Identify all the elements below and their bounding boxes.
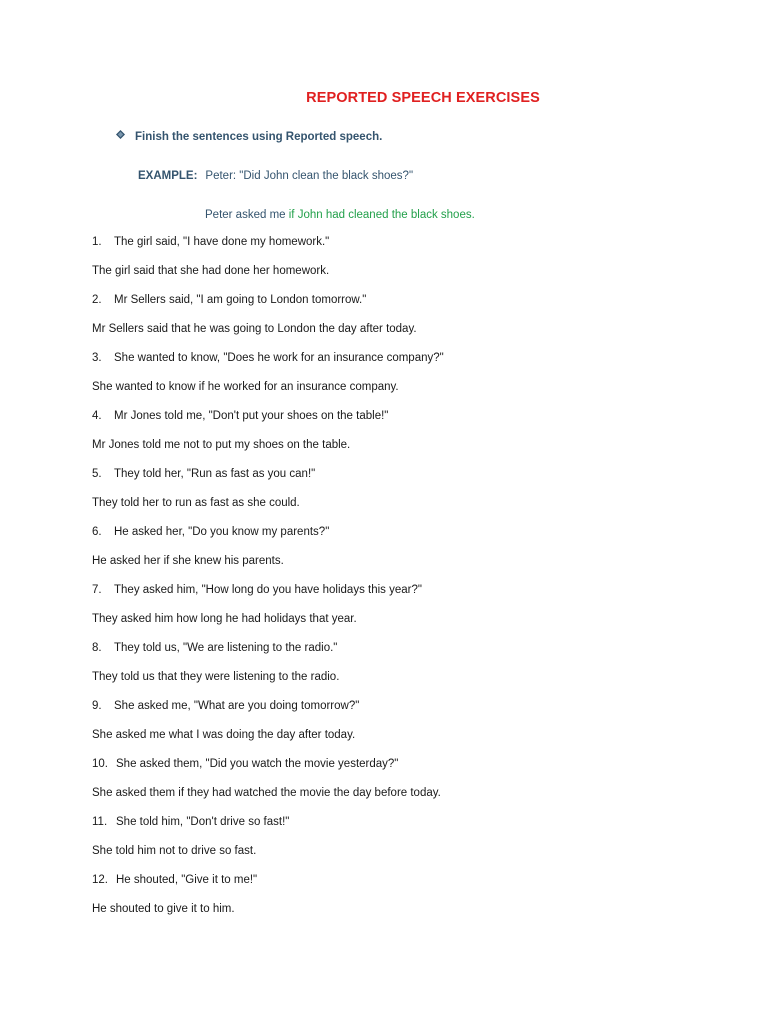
- exercise-question-text: She asked them, "Did you watch the movie yesterday?": [116, 758, 399, 770]
- exercise-question-text: The girl said, "I have done my homework.": [114, 236, 330, 248]
- exercise-question-text: She asked me, "What are you doing tomorrow?": [114, 700, 360, 712]
- example-answer: [205, 209, 475, 221]
- exercise-answer: The girl said that she had done her homework.: [92, 265, 330, 277]
- example-line: [138, 170, 413, 182]
- example-answer-text: if John had cleaned the black shoes.: [288, 209, 475, 221]
- exercise-question: [92, 410, 388, 422]
- exercise-question: [92, 700, 359, 712]
- exercise-number: 8.: [92, 642, 102, 654]
- example-text: Peter: "Did John clean the black shoes?": [205, 170, 414, 182]
- exercise-answer: She asked me what I was doing the day after today.: [92, 729, 356, 741]
- example-label: EXAMPLE:: [138, 170, 198, 182]
- exercise-number: 7.: [92, 584, 102, 596]
- exercise-question-text: Mr Jones told me, "Don't put your shoes on the table!": [114, 410, 389, 422]
- exercise-number: 3.: [92, 352, 102, 364]
- exercise-number: 1.: [92, 236, 102, 248]
- exercise-question: [92, 526, 329, 538]
- exercise-number: 11.: [92, 816, 108, 828]
- exercise-question-text: She wanted to know, "Does he work for an insurance company?": [114, 352, 444, 364]
- exercise-question-text: They told us, "We are listening to the radio.": [114, 642, 338, 654]
- exercise-answer: Mr Jones told me not to put my shoes on the table.: [92, 439, 351, 451]
- exercise-question: [92, 758, 398, 770]
- exercise-number: 2.: [92, 294, 102, 306]
- exercise-question: [92, 642, 337, 654]
- exercise-question-text: He asked her, "Do you know my parents?": [114, 526, 330, 538]
- exercise-answer: She told him not to drive so fast.: [92, 845, 257, 857]
- exercise-question-text: Mr Sellers said, "I am going to London tomorrow.": [114, 294, 367, 306]
- exercise-question-text: She told him, "Don't drive so fast!": [116, 816, 290, 828]
- exercise-answer: They asked him how long he had holidays that year.: [92, 613, 357, 625]
- exercise-question: [92, 874, 257, 886]
- exercise-answer: He shouted to give it to him.: [92, 903, 235, 915]
- exercise-answer: They told her to run as fast as she could.: [92, 497, 300, 509]
- instruction-text: Finish the sentences using Reported speech.: [135, 131, 383, 143]
- exercise-question: [92, 236, 329, 248]
- instruction-line: [116, 131, 382, 143]
- exercise-question-text: He shouted, "Give it to me!": [116, 874, 258, 886]
- exercise-number: 10.: [92, 758, 108, 770]
- exercise-question: [92, 816, 289, 828]
- exercise-question: [92, 584, 422, 596]
- exercise-answer: She asked them if they had watched the movie the day before today.: [92, 787, 441, 799]
- exercise-number: 12.: [92, 874, 108, 886]
- exercise-number: 5.: [92, 468, 102, 480]
- exercise-question: [92, 468, 315, 480]
- exercise-question-text: They asked him, "How long do you have holidays this year?": [114, 584, 422, 596]
- exercise-question-text: They told her, "Run as fast as you can!": [114, 468, 316, 480]
- exercise-question: [92, 352, 444, 364]
- exercise-question: [92, 294, 366, 306]
- exercise-answer: They told us that they were listening to the radio.: [92, 671, 340, 683]
- exercise-answer: She wanted to know if he worked for an insurance company.: [92, 381, 399, 393]
- diamond-bullet-icon: [116, 130, 125, 139]
- exercise-number: 4.: [92, 410, 102, 422]
- example-answer-lead: Peter asked me: [205, 209, 286, 221]
- exercise-answer: He asked her if she knew his parents.: [92, 555, 284, 567]
- exercise-number: 9.: [92, 700, 102, 712]
- exercise-answer: Mr Sellers said that he was going to London the day after today.: [92, 323, 417, 335]
- exercise-number: 6.: [92, 526, 102, 538]
- page-title: REPORTED SPEECH EXERCISES: [306, 90, 540, 106]
